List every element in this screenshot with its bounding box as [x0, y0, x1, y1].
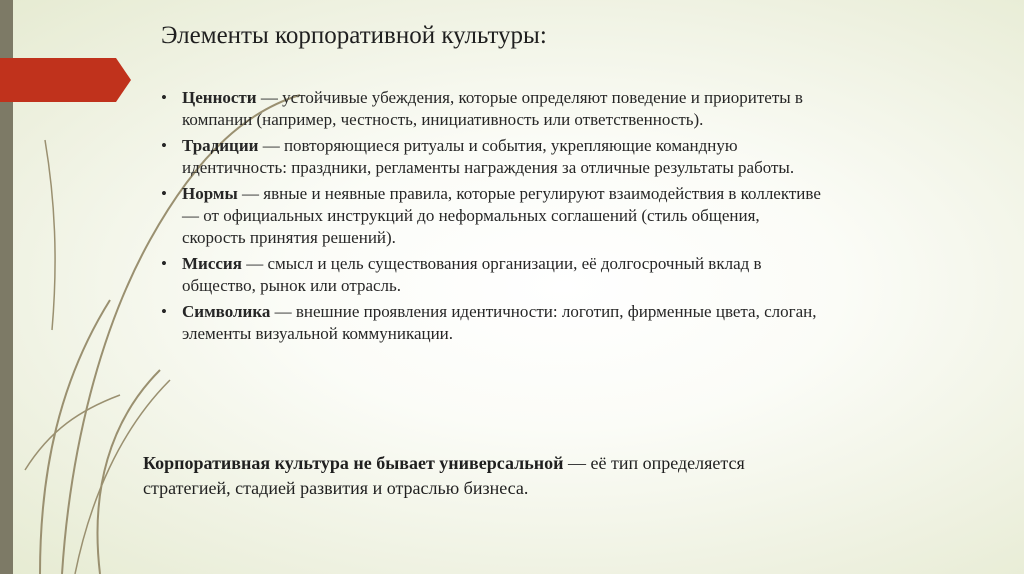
bullet-dot: •	[161, 88, 167, 107]
list-item	[161, 87, 821, 132]
conclusion-rest: — её тип определяется стратегией, стадией развития и отраслью бизнеса.	[143, 453, 745, 498]
conclusion-bold: Корпоративная культура не бывает универсальной	[143, 453, 564, 473]
bullet-dot: •	[161, 135, 167, 155]
bullet-list	[161, 87, 821, 348]
bullet-dot: •	[161, 301, 167, 321]
item-term: Символика	[182, 301, 271, 321]
item-term: Нормы	[182, 183, 238, 203]
vine-curve-4	[25, 395, 120, 470]
item-text: — смысл и цель существования организации, её долгосрочный вклад в общество, рынок или отрасль.	[182, 253, 762, 296]
bullet-dot: •	[161, 253, 167, 273]
item-text: — повторяющиеся ритуалы и события, укрепляющие командную идентичность: праздники, регламенты награждения за отличные результаты работы.	[182, 135, 795, 178]
item-text: — внешние проявления идентичности: логотип, фирменные цвета, слоган, элементы визуальной коммуникации.	[182, 301, 817, 344]
item-term: Миссия	[182, 253, 242, 273]
list-item	[161, 183, 821, 250]
item-text: — устойчивые убеждения, которые определяют поведение и приоритеты в компании (например, честность, инициативность или ответственность).	[182, 88, 803, 130]
vine-curve-5	[45, 140, 55, 330]
slide-title: Элементы корпоративной культуры:	[161, 22, 547, 49]
accent-arrow	[0, 0, 140, 110]
conclusion-text	[143, 451, 783, 501]
item-term: Ценности	[182, 88, 257, 107]
list-item	[161, 135, 821, 180]
item-term: Традиции	[182, 135, 259, 155]
bullet-dot: •	[161, 183, 167, 203]
list-item	[161, 253, 821, 298]
list-item	[161, 301, 821, 346]
item-text: — явные и неявные правила, которые регулируют взаимодействия в коллективе — от официальных инструкций до неформальных соглашений (стиль общения, скорость принятия решений).	[182, 183, 821, 248]
